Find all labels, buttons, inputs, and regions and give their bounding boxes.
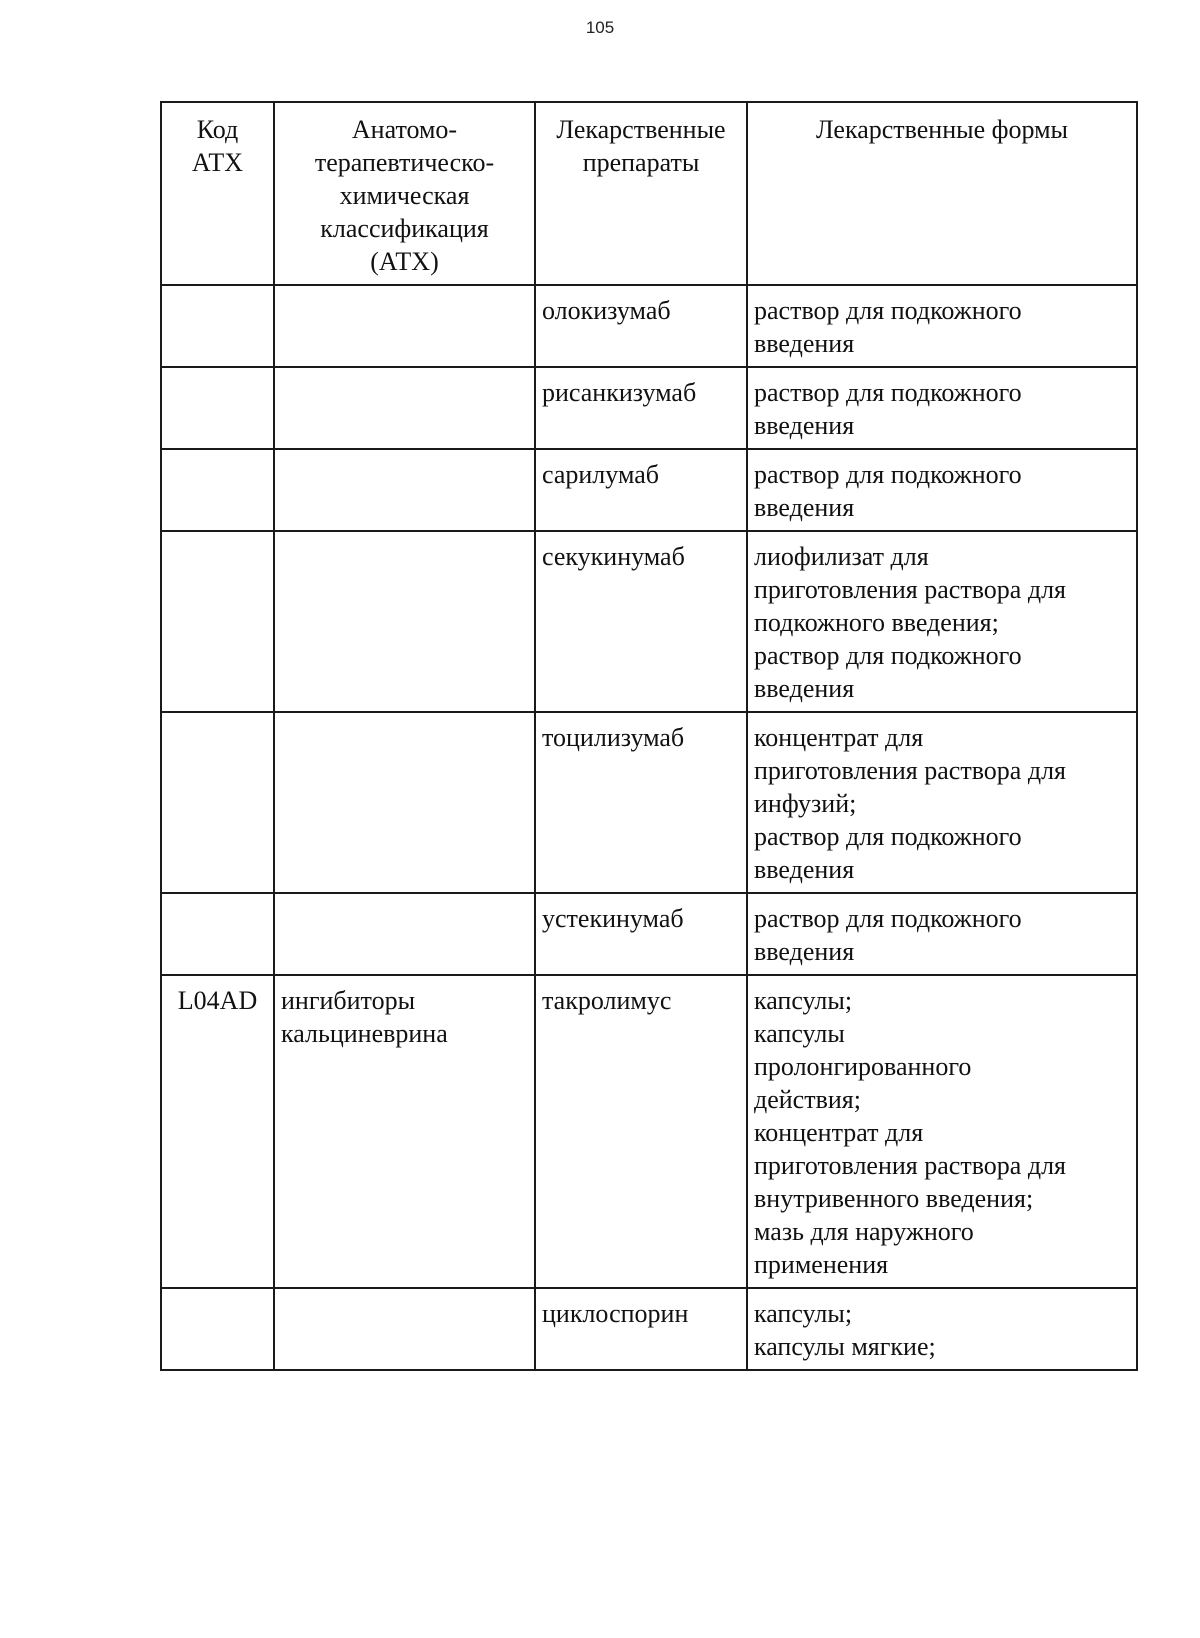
atx-code-cell [161,531,274,712]
dosage-forms-cell: капсулы; капсулы мягкие; [747,1288,1137,1370]
dosage-forms-cell: раствор для подкожного введения [747,285,1137,367]
page-number: 105 [585,18,615,37]
atx-code-cell [161,367,274,449]
dosage-forms-cell: раствор для подкожного введения [747,449,1137,531]
header-atx-classification: Анатомо- терапевтическо- химическая классификация (АТХ) [274,102,535,285]
dosage-forms-cell: раствор для подкожного введения [747,893,1137,975]
classification-cell: ингибиторы кальциневрина [274,975,535,1288]
drug-cell: такролимус [535,975,747,1288]
drug-cell: рисанкизумаб [535,367,747,449]
atx-drug-table [160,101,1138,1371]
table-header-row [161,102,1137,285]
classification-cell [274,449,535,531]
table-row [161,893,1137,975]
drug-cell: циклоспорин [535,1288,747,1370]
classification-cell [274,285,535,367]
atx-code-cell [161,1288,274,1370]
atx-code-cell [161,893,274,975]
classification-cell [274,367,535,449]
classification-cell [274,893,535,975]
atx-code-cell [161,712,274,893]
header-atx-code: Код АТХ [161,102,274,285]
table-row [161,712,1137,893]
header-drugs: Лекарственные препараты [535,102,747,285]
table-row [161,1288,1137,1370]
drug-cell: тоцилизумаб [535,712,747,893]
dosage-forms-cell: раствор для подкожного введения [747,367,1137,449]
classification-cell [274,531,535,712]
atx-code-cell: L04AD [161,975,274,1288]
dosage-forms-cell: капсулы; капсулы пролонгированного действия; концентрат для приготовления раствора для внутривенного введения; мазь для наружного применения [747,975,1137,1288]
table-row [161,285,1137,367]
drug-cell: сарилумаб [535,449,747,531]
dosage-forms-cell: лиофилизат для приготовления раствора для подкожного введения; раствор для подкожного введения [747,531,1137,712]
classification-cell [274,712,535,893]
classification-cell [274,1288,535,1370]
table-row [161,531,1137,712]
drug-cell: устекинумаб [535,893,747,975]
header-dosage-forms: Лекарственные формы [747,102,1137,285]
dosage-forms-cell: концентрат для приготовления раствора для инфузий; раствор для подкожного введения [747,712,1137,893]
table-row [161,449,1137,531]
drug-cell: секукинумаб [535,531,747,712]
atx-code-cell [161,285,274,367]
drug-cell: олокизумаб [535,285,747,367]
table-row [161,367,1137,449]
atx-code-cell [161,449,274,531]
table-row [161,975,1137,1288]
